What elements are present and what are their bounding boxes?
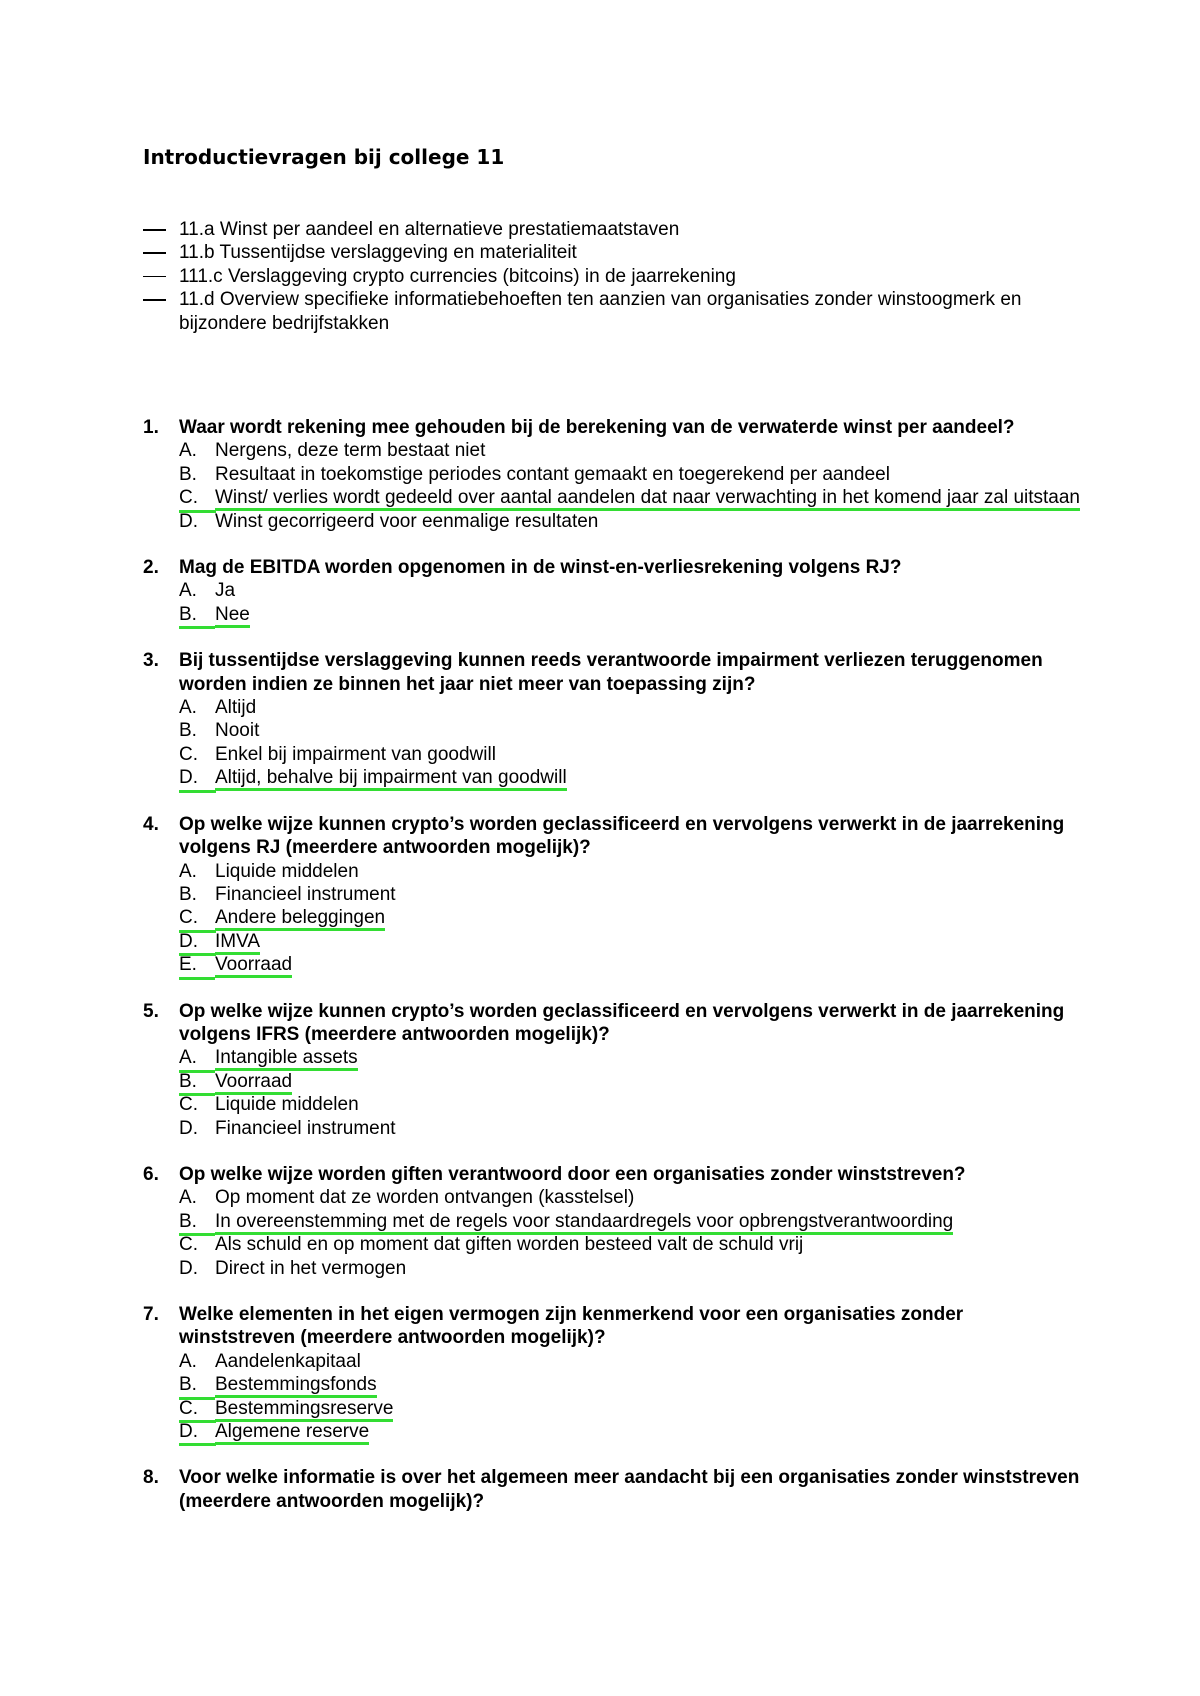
page-title: Introductievragen bij college 11 <box>143 145 505 169</box>
correct-answer-underline <box>215 1071 292 1095</box>
answer-options <box>179 860 1083 977</box>
answer-options <box>179 1350 1083 1444</box>
option-text: Voorraad <box>215 1070 293 1092</box>
option-letter: B. <box>179 463 197 485</box>
answer-option-correct <box>179 953 1083 976</box>
question-text: Mag de EBITDA worden opgenomen in de winst-en-verliesrekening volgens RJ? <box>179 557 902 579</box>
option-text: Liquide middelen <box>215 1094 359 1116</box>
option-text: Aandelenkapitaal <box>215 1350 361 1372</box>
option-letter: C. <box>179 1094 198 1116</box>
option-text: Altijd, behalve bij impairment van goodwill <box>215 767 567 789</box>
option-text: Financieel instrument <box>215 883 396 905</box>
answer-option <box>179 1117 1083 1140</box>
option-text: IMVA <box>215 930 261 952</box>
option-text: Altijd <box>215 697 257 719</box>
option-text: Resultaat in toekomstige periodes contant gemaakt en toegerekend per aandeel <box>215 463 890 485</box>
option-text: Liquide middelen <box>215 860 359 882</box>
correct-answer-underline <box>215 1398 393 1422</box>
option-letter: C. <box>179 743 198 765</box>
dash-bullet-icon <box>143 252 166 254</box>
option-text: In overeenstemming met de regels voor standaardregels voor opbrengstverantwoording <box>215 1210 954 1232</box>
correct-answer-underline <box>215 954 292 978</box>
answer-option-correct <box>179 766 1083 789</box>
option-letter: E. <box>179 953 215 979</box>
question-item <box>143 649 1083 789</box>
option-letter: D. <box>179 1257 198 1279</box>
correct-answer-underline <box>215 1211 953 1235</box>
option-letter: B. <box>179 883 197 905</box>
option-letter: A. <box>179 1350 197 1372</box>
question-item <box>143 813 1083 977</box>
topic-item <box>143 288 1073 335</box>
answer-option <box>179 579 1083 602</box>
dash-bullet-icon <box>143 276 166 278</box>
dash-bullet-icon <box>143 299 166 301</box>
topic-list <box>143 218 1073 335</box>
answer-option-correct <box>179 603 1083 626</box>
option-letter: D. <box>179 1420 216 1446</box>
answer-option <box>179 1350 1083 1373</box>
answer-options <box>179 1186 1083 1280</box>
answer-options <box>179 439 1083 533</box>
option-letter: B. <box>179 1210 215 1236</box>
correct-answer-underline <box>215 1047 358 1071</box>
answer-option <box>179 883 1083 906</box>
answer-option-correct <box>179 1046 1083 1069</box>
answer-option <box>179 1093 1083 1116</box>
option-text: Ja <box>215 580 236 602</box>
question-item <box>143 556 1083 626</box>
answer-option-correct <box>179 930 1083 953</box>
option-text: Enkel bij impairment van goodwill <box>215 743 496 765</box>
option-text: Winst gecorrigeerd voor eenmalige resultaten <box>215 510 599 532</box>
option-letter: A. <box>179 1187 197 1209</box>
option-letter: B. <box>179 1070 215 1096</box>
topic-item <box>143 265 1073 288</box>
option-text: Intangible assets <box>215 1047 358 1069</box>
answer-option <box>179 463 1083 486</box>
option-letter: D. <box>179 1117 198 1139</box>
option-letter: D. <box>179 510 198 532</box>
correct-answer-underline <box>215 907 385 931</box>
correct-answer-underline <box>215 604 250 628</box>
option-letter: D. <box>179 930 216 956</box>
answer-option-correct <box>179 1397 1083 1420</box>
answer-option-correct <box>179 1373 1083 1396</box>
answer-option <box>179 860 1083 883</box>
option-letter: A. <box>179 440 197 462</box>
answer-option-correct <box>179 1210 1083 1233</box>
answer-option-correct <box>179 1420 1083 1443</box>
topic-text: 11.d Overview specifieke informatiebehoeften ten aanzien van organisaties zonder winstoogmerk en bijzondere bedrijfstakken <box>179 289 1022 334</box>
question-number: 6. <box>143 1163 159 1185</box>
question-number: 7. <box>143 1304 159 1325</box>
answer-option <box>179 439 1083 462</box>
question-text: Waar wordt rekening mee gehouden bij de berekening van de verwaterde winst per aandeel? <box>179 417 1015 438</box>
answer-option <box>179 719 1083 742</box>
option-text: Op moment dat ze worden ontvangen (kasstelsel) <box>215 1187 635 1209</box>
question-text: Welke elementen in het eigen vermogen zijn kenmerkend voor een organisaties zonder winststreven (meerdere antwoorden mogelijk)? <box>179 1304 964 1349</box>
answer-option <box>179 743 1083 766</box>
option-text: Algemene reserve <box>215 1421 370 1443</box>
question-item <box>143 416 1083 533</box>
question-list <box>143 416 1083 1536</box>
question-text: Op welke wijze kunnen crypto’s worden geclassificeerd en vervolgens verwerkt in de jaarrekening volgens RJ (meerdere antwoorden mogelijk)? <box>179 813 1065 859</box>
answer-option <box>179 1186 1083 1209</box>
option-text: Nooit <box>215 720 260 742</box>
answer-option <box>179 1257 1083 1280</box>
answer-option <box>179 510 1083 533</box>
correct-answer-underline <box>215 1374 377 1398</box>
answer-options <box>179 579 1083 626</box>
option-text: Winst/ verlies wordt gedeeld over aantal aandelen dat naar verwachting in het komend jaar zal uitstaan <box>215 487 1081 509</box>
topic-text: 11.a Winst per aandeel en alternatieve prestatiemaatstaven <box>179 219 680 240</box>
option-text: Financieel instrument <box>215 1117 396 1139</box>
option-letter: A. <box>179 697 197 719</box>
option-text: Bestemmingsreserve <box>215 1397 394 1419</box>
option-letter: D. <box>179 766 216 792</box>
question-item <box>143 1466 1083 1513</box>
question-number: 4. <box>143 813 159 835</box>
topic-item <box>143 241 1073 264</box>
dash-bullet-icon <box>143 229 166 231</box>
question-item <box>143 1163 1083 1280</box>
correct-answer-underline <box>215 487 1080 511</box>
option-letter: C. <box>179 906 216 932</box>
option-letter: B. <box>179 603 215 629</box>
option-text: Nee <box>215 603 250 625</box>
topic-item <box>143 218 1073 241</box>
question-text: Bij tussentijdse verslaggeving kunnen reeds verantwoorde impairment verliezen teruggenomen worden indien ze binnen het jaar niet meer van toepassing zijn? <box>179 650 1043 695</box>
option-text: Andere beleggingen <box>215 907 386 929</box>
option-letter: B. <box>179 1373 215 1399</box>
question-text: Op welke wijze kunnen crypto’s worden geclassificeerd en vervolgens verwerkt in de jaarrekening volgens IFRS (meerdere antwoorden mogelijk)? <box>179 1000 1065 1045</box>
option-text: Als schuld en op moment dat giften worden besteed valt de schuld vrij <box>215 1234 804 1256</box>
question-number: 3. <box>143 650 159 672</box>
question-text: Op welke wijze worden giften verantwoord door een organisaties zonder winststreven? <box>179 1163 966 1185</box>
option-letter: A. <box>179 860 197 882</box>
question-text: Voor welke informatie is over het algemeen meer aandacht bij een organisaties zonder winststreven (meerdere antwoorden mogelijk)? <box>179 1467 1080 1512</box>
question-number: 1. <box>143 417 159 438</box>
question-item <box>143 1000 1083 1140</box>
correct-answer-underline <box>215 931 260 955</box>
answer-options <box>179 1046 1083 1140</box>
answer-option-correct <box>179 906 1083 929</box>
option-letter: C. <box>179 486 216 512</box>
question-number: 8. <box>143 1467 159 1489</box>
option-text: Direct in het vermogen <box>215 1257 407 1279</box>
option-letter: A. <box>179 580 197 602</box>
question-number: 2. <box>143 557 159 579</box>
correct-answer-underline <box>215 767 567 791</box>
topic-text: 111.c Verslaggeving crypto currencies (bitcoins) in de jaarrekening <box>179 265 736 287</box>
answer-option <box>179 696 1083 719</box>
answer-option <box>179 1233 1083 1256</box>
answer-option-correct <box>179 486 1083 509</box>
answer-option-correct <box>179 1070 1083 1093</box>
option-letter: A. <box>179 1046 215 1072</box>
option-letter: C. <box>179 1397 216 1423</box>
option-letter: C. <box>179 1234 198 1256</box>
option-letter: B. <box>179 720 197 742</box>
correct-answer-underline <box>215 1421 369 1445</box>
answer-options <box>179 696 1083 790</box>
option-text: Nergens, deze term bestaat niet <box>215 440 486 462</box>
topic-text: 11.b Tussentijdse verslaggeving en materialiteit <box>179 242 577 264</box>
option-text: Bestemmingsfonds <box>215 1374 377 1396</box>
question-item <box>143 1303 1083 1443</box>
option-text: Voorraad <box>215 954 293 976</box>
question-number: 5. <box>143 1000 159 1022</box>
